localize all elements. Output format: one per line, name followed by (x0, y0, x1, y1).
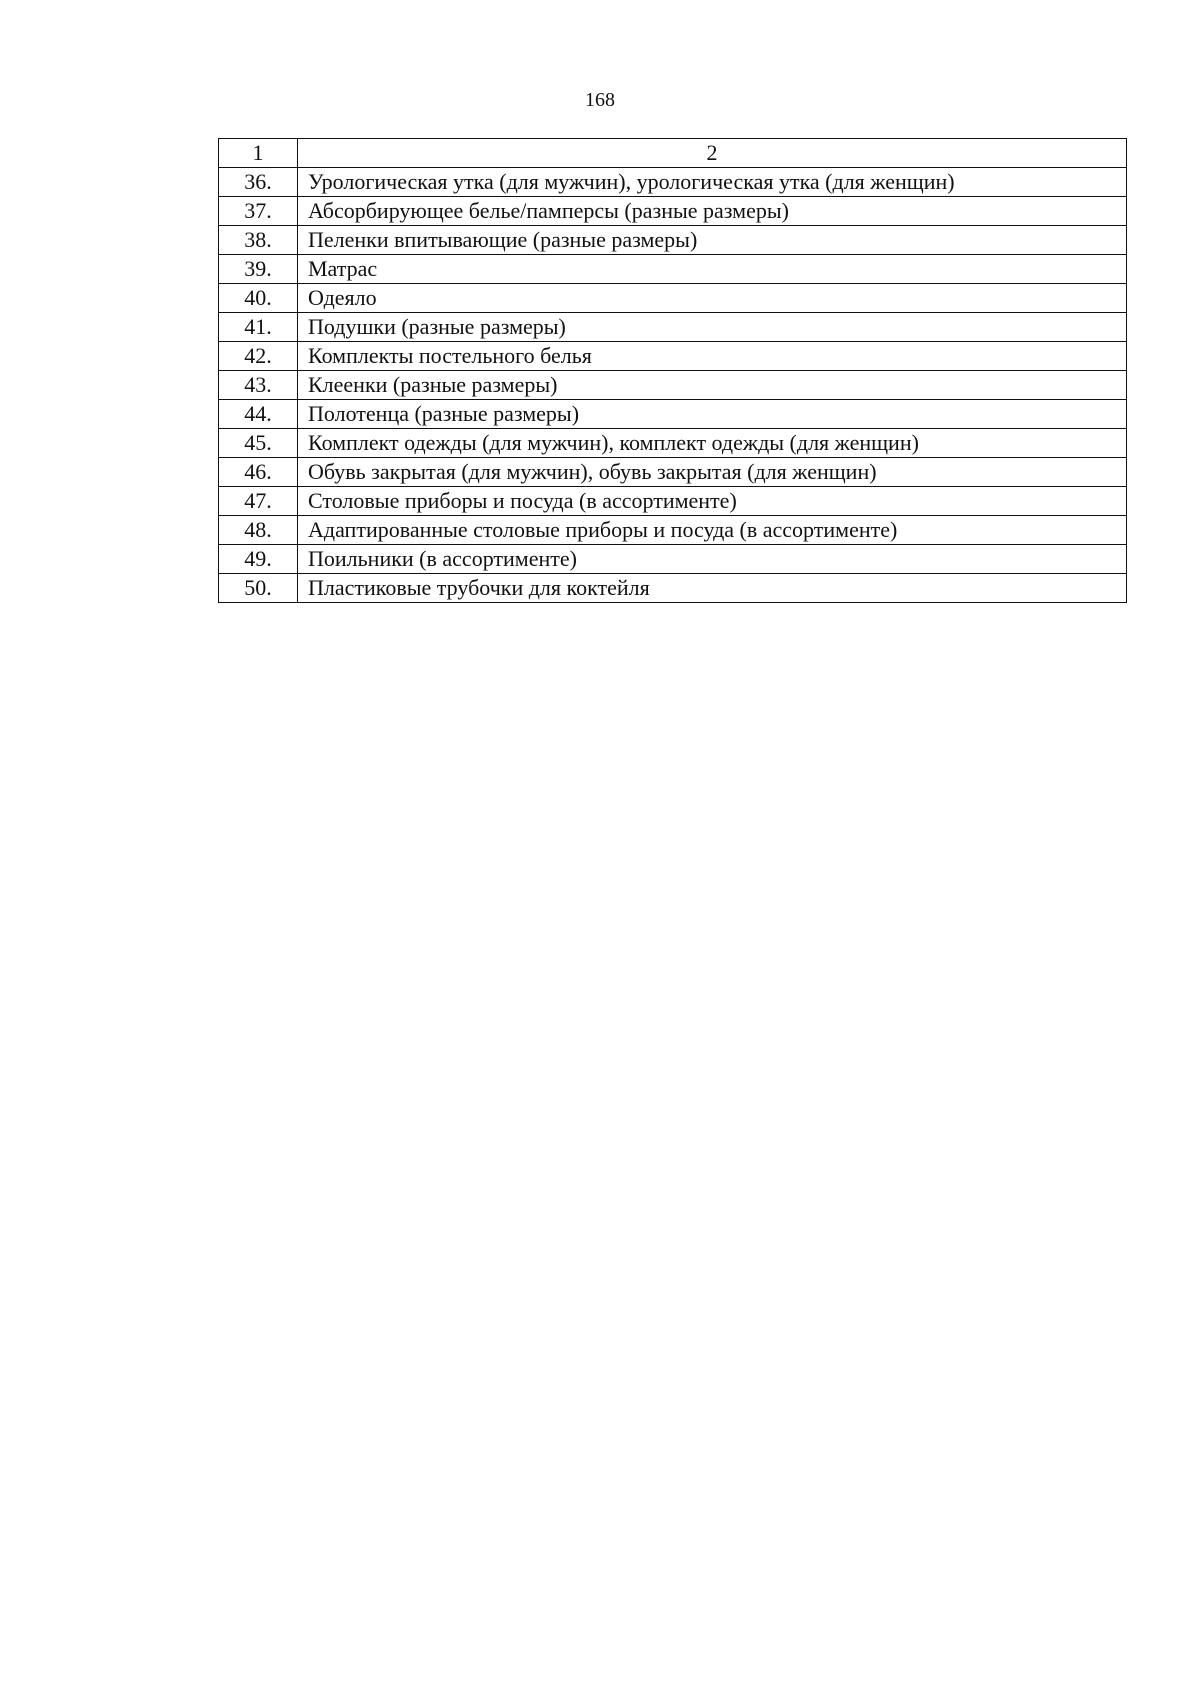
page-number: 168 (585, 89, 615, 111)
row-item-name: Комплекты постельного белья (298, 342, 1127, 371)
table-row (219, 458, 1127, 487)
column-header-number: 1 (219, 139, 298, 168)
row-item-name: Комплект одежды (для мужчин), комплект одежды (для женщин) (298, 429, 1127, 458)
row-item-name: Пластиковые трубочки для коктейля (298, 574, 1127, 603)
table-row (219, 168, 1127, 197)
row-item-name: Одеяло (298, 284, 1127, 313)
table-row (219, 371, 1127, 400)
row-item-name: Поильники (в ассортименте) (298, 545, 1127, 574)
table-row (219, 284, 1127, 313)
row-number: 49. (219, 545, 298, 574)
table-row (219, 487, 1127, 516)
row-item-name: Столовые приборы и посуда (в ассортименте) (298, 487, 1127, 516)
row-item-name: Абсорбирующее белье/памперсы (разные размеры) (298, 197, 1127, 226)
row-number: 47. (219, 487, 298, 516)
items-table (218, 138, 1127, 603)
row-number: 36. (219, 168, 298, 197)
column-header-name: 2 (298, 139, 1127, 168)
table-row (219, 429, 1127, 458)
row-number: 44. (219, 400, 298, 429)
row-item-name: Пеленки впитывающие (разные размеры) (298, 226, 1127, 255)
row-item-name: Полотенца (разные размеры) (298, 400, 1127, 429)
row-number: 37. (219, 197, 298, 226)
row-number: 38. (219, 226, 298, 255)
table-row (219, 574, 1127, 603)
row-item-name: Урологическая утка (для мужчин), урологическая утка (для женщин) (298, 168, 1127, 197)
row-number: 46. (219, 458, 298, 487)
table-row (219, 342, 1127, 371)
row-item-name: Подушки (разные размеры) (298, 313, 1127, 342)
row-number: 41. (219, 313, 298, 342)
table-header-row (219, 139, 1127, 168)
table-row (219, 313, 1127, 342)
row-number: 42. (219, 342, 298, 371)
row-number: 45. (219, 429, 298, 458)
row-item-name: Обувь закрытая (для мужчин), обувь закрытая (для женщин) (298, 458, 1127, 487)
table-row (219, 400, 1127, 429)
table-row (219, 516, 1127, 545)
row-item-name: Адаптированные столовые приборы и посуда (в ассортименте) (298, 516, 1127, 545)
table-row (219, 545, 1127, 574)
row-number: 40. (219, 284, 298, 313)
row-number: 50. (219, 574, 298, 603)
row-item-name: Матрас (298, 255, 1127, 284)
row-number: 39. (219, 255, 298, 284)
row-item-name: Клеенки (разные размеры) (298, 371, 1127, 400)
table-row (219, 197, 1127, 226)
table-row (219, 226, 1127, 255)
row-number: 48. (219, 516, 298, 545)
row-number: 43. (219, 371, 298, 400)
table-row (219, 255, 1127, 284)
